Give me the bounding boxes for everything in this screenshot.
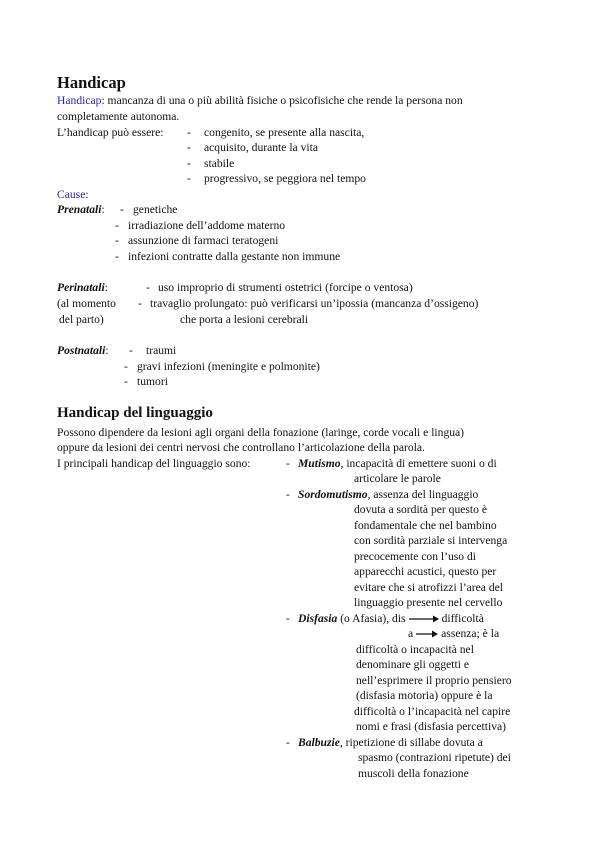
definition-term: Handicap [57,94,102,107]
prenatali-item: assunzione di farmaci teratogeni [128,234,279,247]
list-dash: - [187,126,191,139]
perinatali-colon: : [104,281,108,294]
definition-line-1 [57,94,463,108]
balbuzie-text: , ripetizione di sillabe dovuta a [339,736,483,749]
cause-heading [57,188,89,202]
perinatali-heading [57,281,108,295]
disfasia-line-1 [298,612,484,626]
list-dash: - [120,203,124,216]
list-dash: - [286,736,290,749]
disfasia-paren: (o Afasia), dis [337,612,406,625]
heading-handicap: Handicap [57,73,126,92]
sordomutismo-line: evitare che si atrofizzi l’area del [354,581,504,594]
list-dash: - [286,457,290,470]
disfasia-term: Disfasia [298,612,338,625]
intro-line-2: oppure da lesioni dei centri nervosi che controllano l’articolazione della parola. [57,441,425,454]
mutismo-text: , incapacità di emettere suoni o di [340,457,497,470]
definition-text: : mancanza di una o più abilità fisiche o psicofisiche che rende la persona non [101,94,463,107]
type-item: stabile [204,157,235,170]
heading-handicap-linguaggio: Handicap del linguaggio [57,405,213,421]
disfasia-line: difficoltà o l’incapacità nel capire [354,705,511,718]
mutismo-line-2: articolare le parole [354,472,441,485]
list-dash: - [138,297,142,310]
sordomutismo-line: fondamentale che nel bambino [354,519,497,532]
list-dash: - [187,141,191,154]
perinatali-item: travaglio prolungato: può verificarsi un’ipossia (mancanza d’ossigeno) [150,297,479,310]
perinatali-note-1: (al momento [57,297,116,310]
list-dash: - [286,488,290,501]
balbuzie-line: muscoli della fonazione [358,767,469,780]
list-dash: - [146,281,150,294]
perinatali-label: Perinatali [57,281,105,294]
list-dash: - [124,360,128,373]
mutismo-term: Mutismo [298,457,341,470]
perinatali-item-continued: che porta a lesioni cerebrali [180,313,309,326]
balbuzie-term: Balbuzie [298,736,340,749]
prenatali-colon: : [101,203,105,216]
list-dash: - [187,157,191,170]
type-item: congenito, se presente alla nascita, [204,126,365,139]
sordomutismo-line: con sordità parziale si intervenga [354,534,508,547]
disfasia-line: nell’esprimere il proprio pensiero [356,674,512,687]
prenatali-heading [57,203,105,217]
principali-label: I principali handicap del linguaggio sono: [57,457,251,470]
list-dash: - [286,612,290,625]
sordomutismo-term: Sordomutismo [298,488,368,501]
list-dash: - [129,344,133,357]
sordomutismo-line-1 [298,488,478,502]
disfasia-line-2 [408,627,499,641]
prenatali-item: genetiche [133,203,178,216]
cause-label: Cause [57,188,86,201]
disfasia-dis-meaning: difficoltà [441,612,484,625]
definition-line-2: completamente autonoma. [57,110,180,123]
list-dash: - [115,219,119,232]
postnatali-item: tumori [137,375,168,388]
cause-colon: : [85,188,89,201]
intro-line-1: Possono dipendere da lesioni agli organi della fonazione (laringe, corde vocali e lingua) [57,426,465,439]
disfasia-a-meaning: assenza; è la [441,627,500,640]
list-dash: - [115,250,119,263]
postnatali-label: Postnatali [57,344,106,357]
arrow-right-icon [409,615,439,623]
can-be-label: L’handicap può essere: [57,126,164,139]
balbuzie-line: spasmo (contrazioni ripetute) dei [358,751,511,764]
sordomutismo-text: , assenza del linguaggio [367,488,479,501]
mutismo-line-1 [298,457,497,471]
list-dash: - [115,234,119,247]
arrow-right-icon [416,630,438,638]
disfasia-line: denominare gli oggetti e [356,658,470,671]
disfasia-line: nomi e frasi (disfasia percettiva) [356,720,507,733]
postnatali-colon: : [105,344,109,357]
prenatali-item: irradiazione dell’addome materno [128,219,286,232]
type-item: acquisito, durante la vita [204,141,318,154]
disfasia-a: a [408,627,414,640]
sordomutismo-line: dovuta a sordità per questo è [354,503,487,516]
list-dash: - [187,172,191,185]
postnatali-item: gravi infezioni (meningite e polmonite) [137,360,320,373]
perinatali-item: uso improprio di strumenti ostetrici (forcipe o ventosa) [158,281,413,294]
prenatali-label: Prenatali [57,203,102,216]
list-dash: - [124,375,128,388]
balbuzie-line-1 [298,736,483,750]
sordomutismo-line: linguaggio presente nel cervello [354,596,503,609]
postnatali-heading [57,344,109,358]
disfasia-line: difficoltà o incapacità nel [356,643,474,656]
perinatali-note-2: del parto) [59,313,104,326]
postnatali-item: traumi [146,344,177,357]
sordomutismo-line: precocemente con l’uso di [354,550,477,563]
type-item: progressivo, se peggiora nel tempo [204,172,366,185]
disfasia-line: (disfasia motoria) oppure è la [356,689,493,702]
sordomutismo-line: apparecchi acustici, questo per [354,565,497,578]
prenatali-item: infezioni contratte dalla gestante non immune [128,250,341,263]
